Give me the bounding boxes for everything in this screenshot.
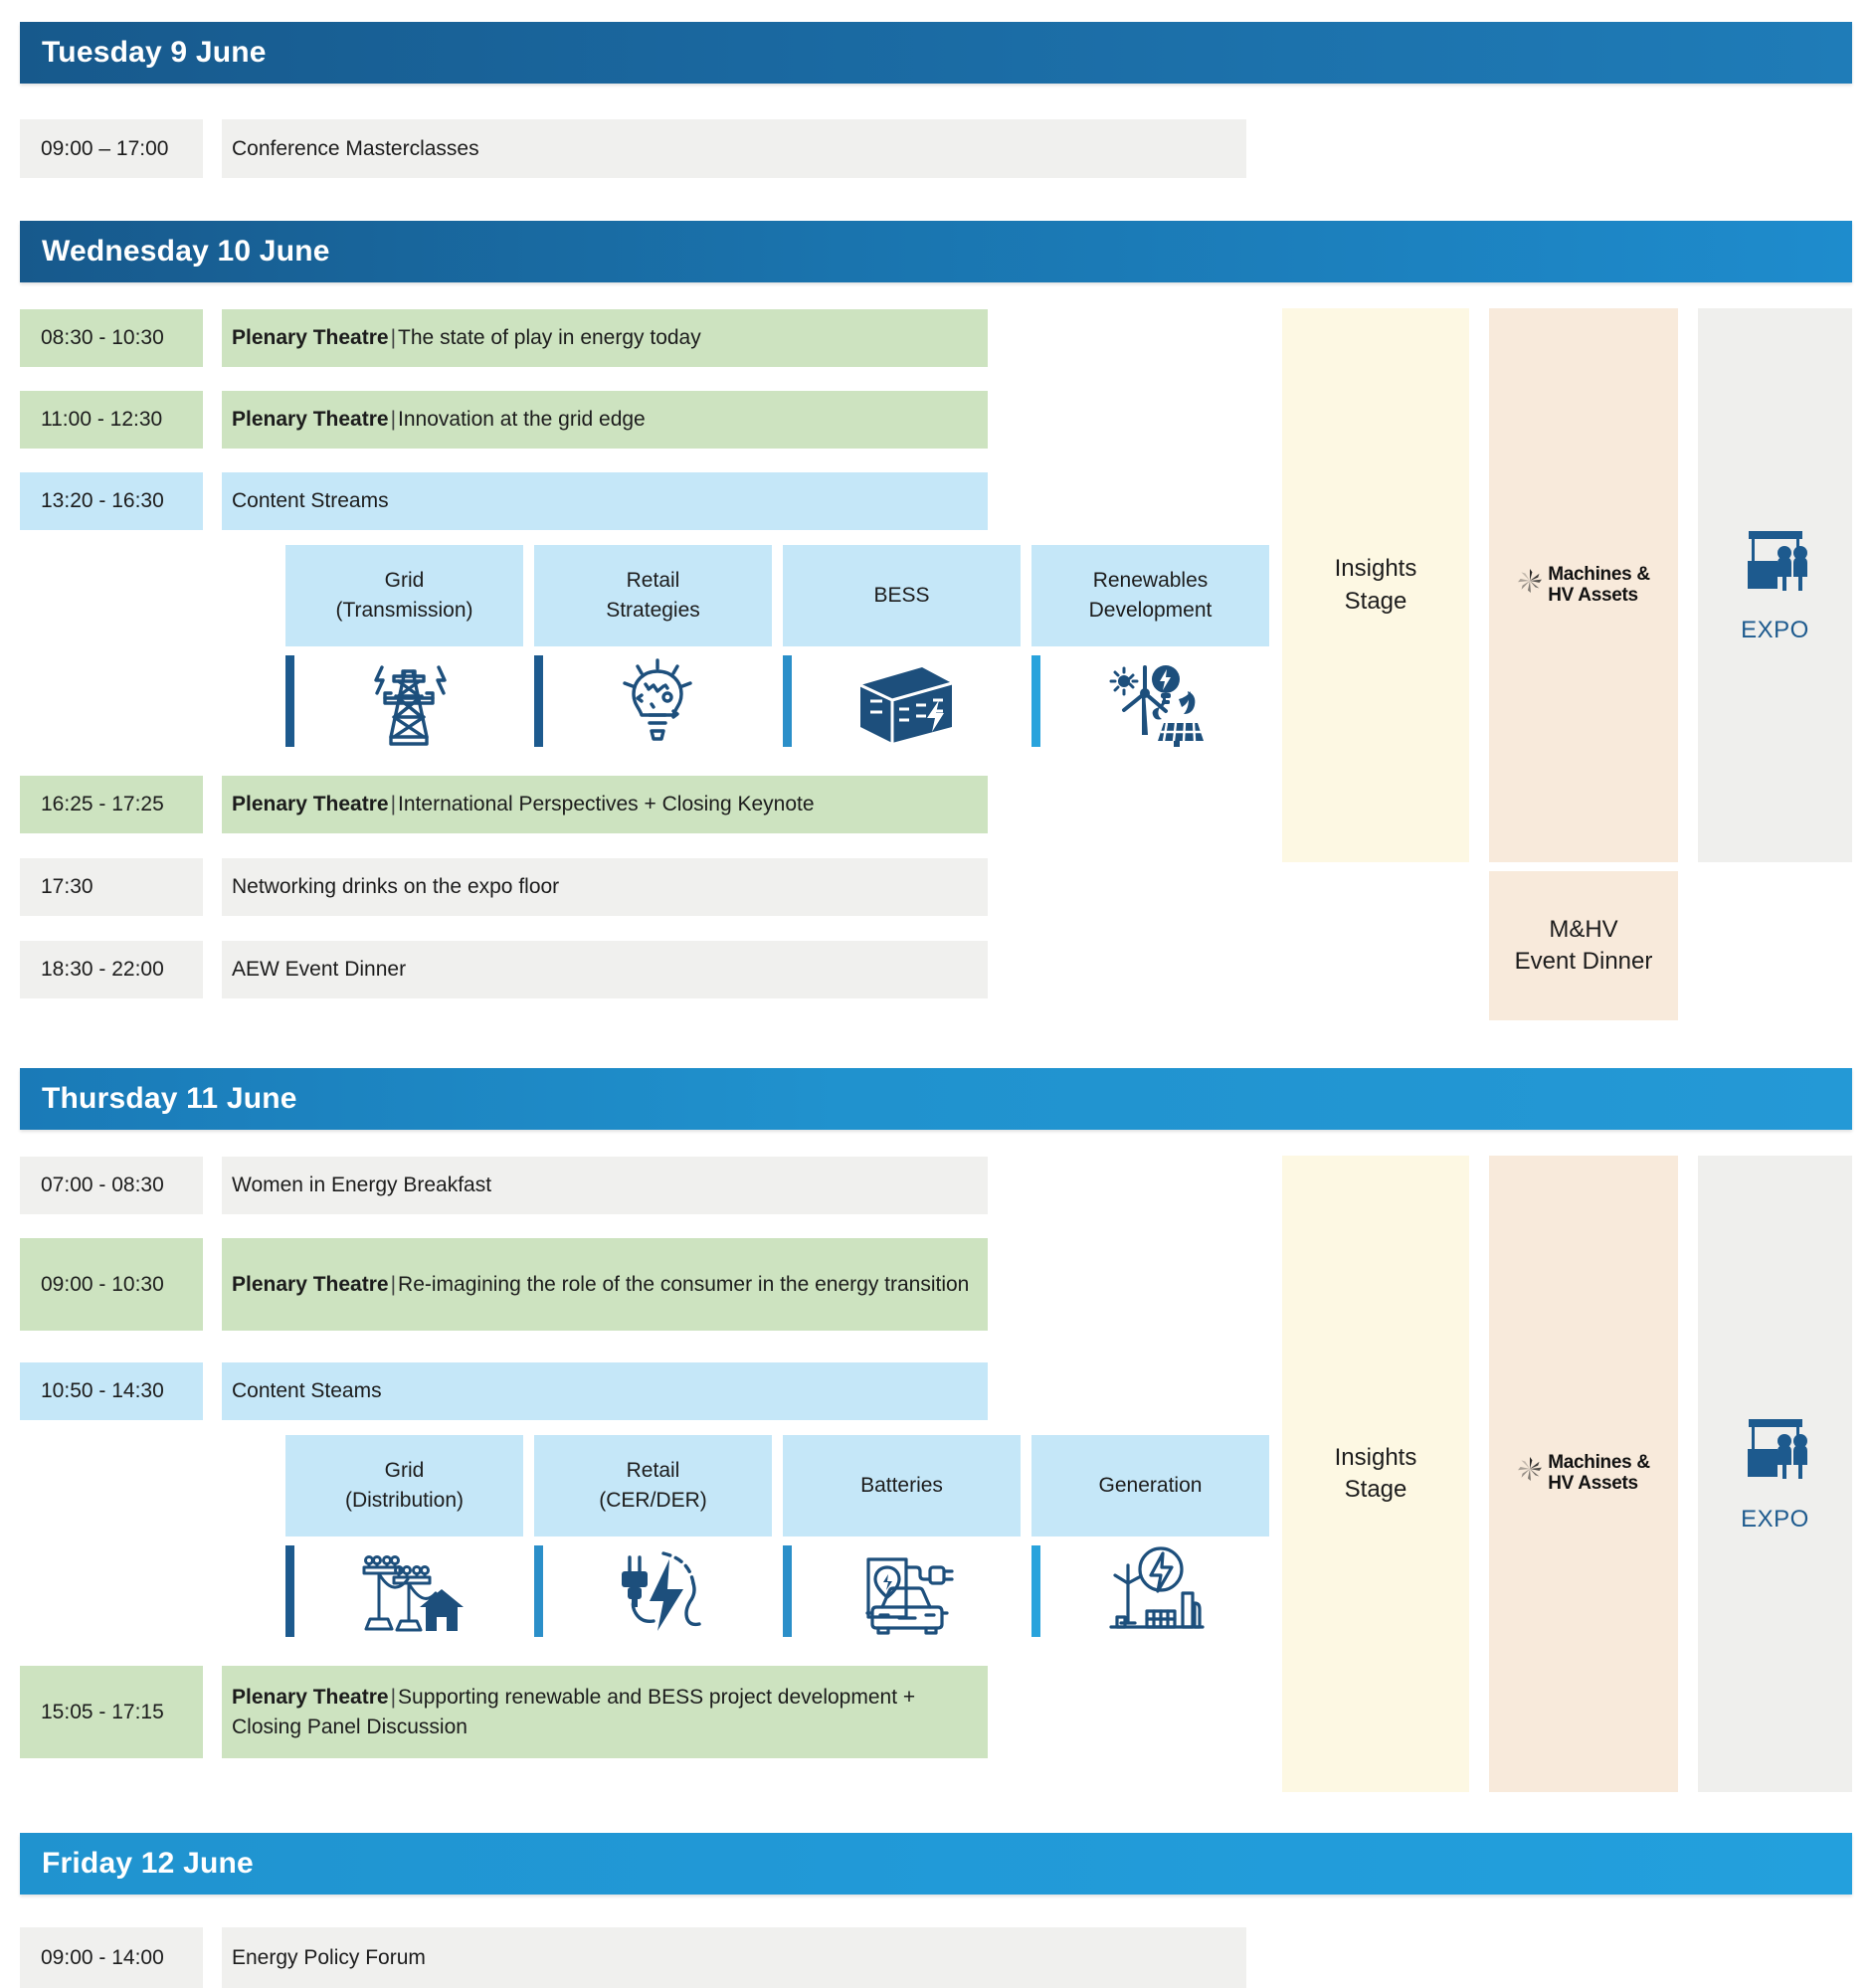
starburst-icon (1517, 568, 1543, 603)
rail-machines-hv-assets-wednesday (1489, 308, 1678, 862)
session-text: Conference Masterclasses (232, 136, 479, 160)
session-cell (222, 472, 988, 530)
rail-expo-thursday (1698, 1156, 1852, 1792)
time-cell: 09:00 - 10:30 (20, 1238, 203, 1331)
accent-bar (534, 1545, 543, 1637)
session-text: Plenary Theatre|Re-imagining the role of the consumer in the energy transition (232, 1272, 970, 1296)
session-text: Plenary Theatre|International Perspectives + Closing Keynote (232, 793, 815, 816)
time-cell: 07:00 - 08:30 (20, 1157, 203, 1214)
venue-label: Plenary Theatre (232, 1272, 389, 1296)
rail-machines-hv-assets-thursday (1489, 1156, 1678, 1792)
session-text: Content Steams (232, 1379, 382, 1403)
expo-label: EXPO (1741, 1505, 1809, 1533)
time-cell: 18:30 - 22:00 (20, 941, 203, 998)
venue-label: Plenary Theatre (232, 1685, 389, 1709)
day-header-wednesday (20, 221, 1852, 282)
session-title: Supporting renewable and BESS project development + Closing Panel Discussion (232, 1685, 916, 1738)
stream-label-line2: Strategies (606, 599, 700, 622)
mhv-wordmark (1548, 565, 1650, 606)
rail-mhv-event-dinner (1489, 871, 1678, 1020)
mhv-line1: Machines & (1548, 1452, 1650, 1474)
rail-label-line2: Stage (1344, 587, 1407, 615)
session-cell (222, 776, 988, 833)
stream-label-line2: (Transmission) (335, 599, 473, 622)
time-cell: 15:05 - 17:15 (20, 1666, 203, 1758)
session-text: Plenary Theatre|Innovation at the grid edge (232, 408, 646, 432)
plug-bolt-icon (543, 1545, 772, 1637)
session-cell (222, 309, 988, 367)
session-cell (222, 1666, 988, 1758)
stream-icon-cell-renewables-development (1031, 651, 1269, 751)
time-cell: 16:25 - 17:25 (20, 776, 203, 833)
accent-bar (783, 1545, 792, 1637)
session-text: Energy Policy Forum (232, 1945, 426, 1969)
session-text: Networking drinks on the expo floor (232, 875, 560, 899)
stream-label-line1: Generation (1098, 1473, 1203, 1497)
session-cell (222, 1927, 1246, 1988)
expo-booth-icon (1737, 524, 1814, 611)
stream-label-line1: Retail (626, 568, 680, 592)
transmission-tower-icon (294, 655, 523, 747)
time-cell: 10:50 - 14:30 (20, 1362, 203, 1420)
session-cell (222, 119, 1246, 178)
day-header-friday (20, 1833, 1852, 1895)
session-cell (222, 1362, 988, 1420)
stream-box-retail-cer-der[interactable] (534, 1435, 772, 1536)
session-title: Re-imagining the role of the consumer in the energy transition (398, 1272, 970, 1296)
stream-label-line1: Grid (384, 1458, 425, 1482)
renewables-mix-icon (1040, 655, 1269, 747)
session-cell (222, 858, 988, 916)
session-title: Innovation at the grid edge (398, 408, 646, 432)
venue-label: Plenary Theatre (232, 793, 389, 816)
battery-container-icon (792, 657, 1021, 745)
stream-icon-cell-retail-strategies (534, 651, 772, 751)
accent-bar (285, 655, 294, 747)
rail-insights-stage-thursday (1282, 1156, 1469, 1792)
stream-box-bess[interactable] (783, 545, 1021, 646)
day-title: Thursday 11 June (42, 1082, 297, 1115)
mhv-wordmark (1548, 1453, 1650, 1494)
mhv-line2: HV Assets (1548, 584, 1638, 606)
rail-label-line1: Insights (1334, 555, 1417, 583)
power-generation-icon (1040, 1545, 1269, 1637)
expo-label: EXPO (1741, 617, 1809, 643)
mhv-line1: Machines & (1548, 563, 1650, 585)
session-title: International Perspectives + Closing Keynote (398, 793, 815, 816)
stream-label-line1: Renewables (1092, 568, 1209, 592)
stream-box-retail-strategies[interactable] (534, 545, 772, 646)
stream-box-grid-distribution[interactable] (285, 1435, 523, 1536)
ev-charging-car-icon (792, 1545, 1021, 1637)
mhv-line2: HV Assets (1548, 1473, 1638, 1494)
mhv-dinner-line2: Event Dinner (1514, 948, 1653, 975)
rail-label-line2: Stage (1344, 1476, 1407, 1503)
session-title: The state of play in energy today (398, 326, 701, 350)
day-title: Tuesday 9 June (42, 36, 267, 69)
accent-bar (285, 1545, 294, 1637)
day-title: Wednesday 10 June (42, 235, 330, 268)
stream-icon-cell-bess (783, 651, 1021, 751)
session-text: Plenary Theatre|The state of play in energy today (232, 326, 701, 350)
expo-booth-icon (1737, 1412, 1814, 1499)
stream-label-line2: Development (1088, 599, 1213, 622)
time-cell: 17:30 (20, 858, 203, 916)
day-header-thursday (20, 1068, 1852, 1130)
stream-label-line1: Retail (626, 1458, 680, 1482)
stream-box-renewables-development[interactable] (1031, 545, 1269, 646)
stream-icon-cell-batteries (783, 1541, 1021, 1641)
stream-box-grid-transmission[interactable] (285, 545, 523, 646)
stream-icon-cell-retail-cer-der (534, 1541, 772, 1641)
stream-icon-cell-generation (1031, 1541, 1269, 1641)
rail-label-line1: Insights (1334, 1443, 1417, 1471)
time-cell: 09:00 - 14:00 (20, 1927, 203, 1988)
time-cell: 11:00 - 12:30 (20, 391, 203, 449)
lightbulb-idea-icon (543, 655, 772, 747)
session-text: Women in Energy Breakfast (232, 1174, 492, 1197)
accent-bar (1031, 1545, 1040, 1637)
session-cell (222, 1238, 988, 1331)
stream-icon-cell-grid-transmission (285, 651, 523, 751)
distribution-poles-house-icon (294, 1545, 523, 1637)
venue-label: Plenary Theatre (232, 326, 389, 350)
stream-label-line1: BESS (873, 583, 930, 607)
stream-icon-cell-grid-distribution (285, 1541, 523, 1641)
time-cell: 13:20 - 16:30 (20, 472, 203, 530)
session-text: AEW Event Dinner (232, 958, 407, 982)
session-text: Plenary Theatre|Supporting renewable and BESS project development + Closing Panel Discussion (232, 1685, 916, 1738)
time-cell: 09:00 – 17:00 (20, 119, 203, 178)
rail-expo-wednesday (1698, 308, 1852, 862)
mhv-dinner-line1: M&HV (1549, 915, 1618, 943)
time-cell: 08:30 - 10:30 (20, 309, 203, 367)
accent-bar (783, 655, 792, 747)
day-title: Friday 12 June (42, 1847, 254, 1880)
session-text: Content Streams (232, 489, 389, 513)
session-cell (222, 1157, 988, 1214)
stream-label-line1: Grid (384, 568, 425, 592)
session-cell (222, 391, 988, 449)
session-cell (222, 941, 988, 998)
stream-label-line2: (CER/DER) (599, 1489, 707, 1512)
accent-bar (534, 655, 543, 747)
day-header-tuesday (20, 22, 1852, 84)
accent-bar (1031, 655, 1040, 747)
venue-label: Plenary Theatre (232, 408, 389, 432)
stream-box-batteries[interactable] (783, 1435, 1021, 1536)
stream-label-line2: (Distribution) (344, 1489, 465, 1512)
rail-insights-stage-wednesday (1282, 308, 1469, 862)
stream-box-generation[interactable] (1031, 1435, 1269, 1536)
starburst-icon (1517, 1456, 1543, 1491)
stream-label-line1: Batteries (860, 1473, 943, 1497)
